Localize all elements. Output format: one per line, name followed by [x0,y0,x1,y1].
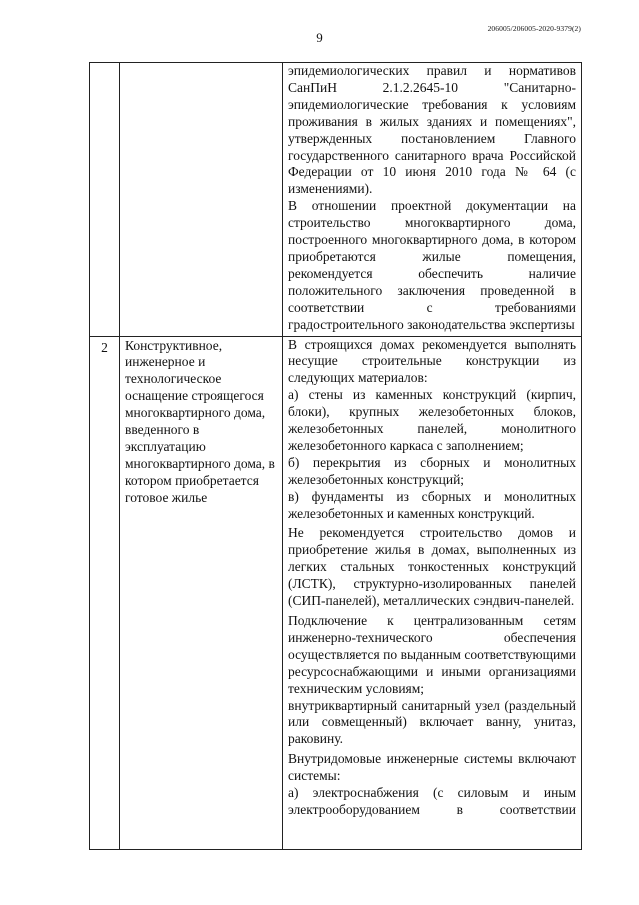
row-description [120,63,283,337]
row-content [283,63,582,337]
paragraph: В отношении проектной документации на строительство многоквартирного дома, построенного многоквартирного дома, в котором приобретаются жилые помещения, рекомендуется обеспечить наличие положительного заключения проведенной в соответствии с требованиями градостроительного законодательства экспертизы [288,198,576,332]
document-id: 206005/206005-2020-9379(2) [487,24,581,33]
paragraph: а) электроснабжения (с силовым и иным электрооборудованием в соответствии [288,785,576,817]
table-row [90,63,582,337]
paragraph: Внутридомовые инженерные системы включают системы: [288,751,576,784]
row-number: 2 [90,336,120,849]
paragraph: эпидемиологических правил и нормативов СанПиН 2.1.2.2645-10 "Санитарно-эпидемиологические требования к условиям проживания в жилых зданиях и помещениях", утвержденных постановлением Главного государственного санитарного врача Российской Федерации от 10 июня 2010 года № 64 (с изменениями). [288,63,576,197]
row-number [90,63,120,337]
paragraph: в) фундаменты из сборных и монолитных железобетонных и каменных конструкций. [288,488,576,521]
paragraph: б) перекрытия из сборных и монолитных железобетонных конструкций; [288,454,576,487]
paragraph: внутриквартирный санитарный узел (раздельный или совмещенный) включает ванну, унитаз, раковину. [288,697,576,747]
paragraph: Подключение к централизованным сетям инженерно-технического обеспечения осуществляется по выданным соответствующими ресурсоснабжающими и иными организациями техническим условиям; [288,613,576,696]
page-number: 9 [316,30,323,45]
requirements-table [89,62,582,850]
table-row [90,336,582,849]
paragraph: а) стены из каменных конструкций (кирпич, блоки), крупных железобетонных блоков, железобетонных панелей, монолитного железобетонного каркаса с заполнением; [288,387,576,453]
row-description: Конструктивное, инженерное и технологическое оснащение строящегося многоквартирного дома, введенного в эксплуатацию многоквартирного дома, в котором приобретается готовое жилье [120,336,283,849]
paragraph: Не рекомендуется строительство домов и приобретение жилья в домах, выполненных из легких стальных тонкостенных конструкций (ЛСТК), структурно-изолированных панелей (СИП-панелей), металлических сэндвич-панелей. [288,525,576,609]
paragraph: В строящихся домах рекомендуется выполнять несущие строительные конструкции из следующих материалов: [288,336,576,386]
row-content [283,336,582,849]
